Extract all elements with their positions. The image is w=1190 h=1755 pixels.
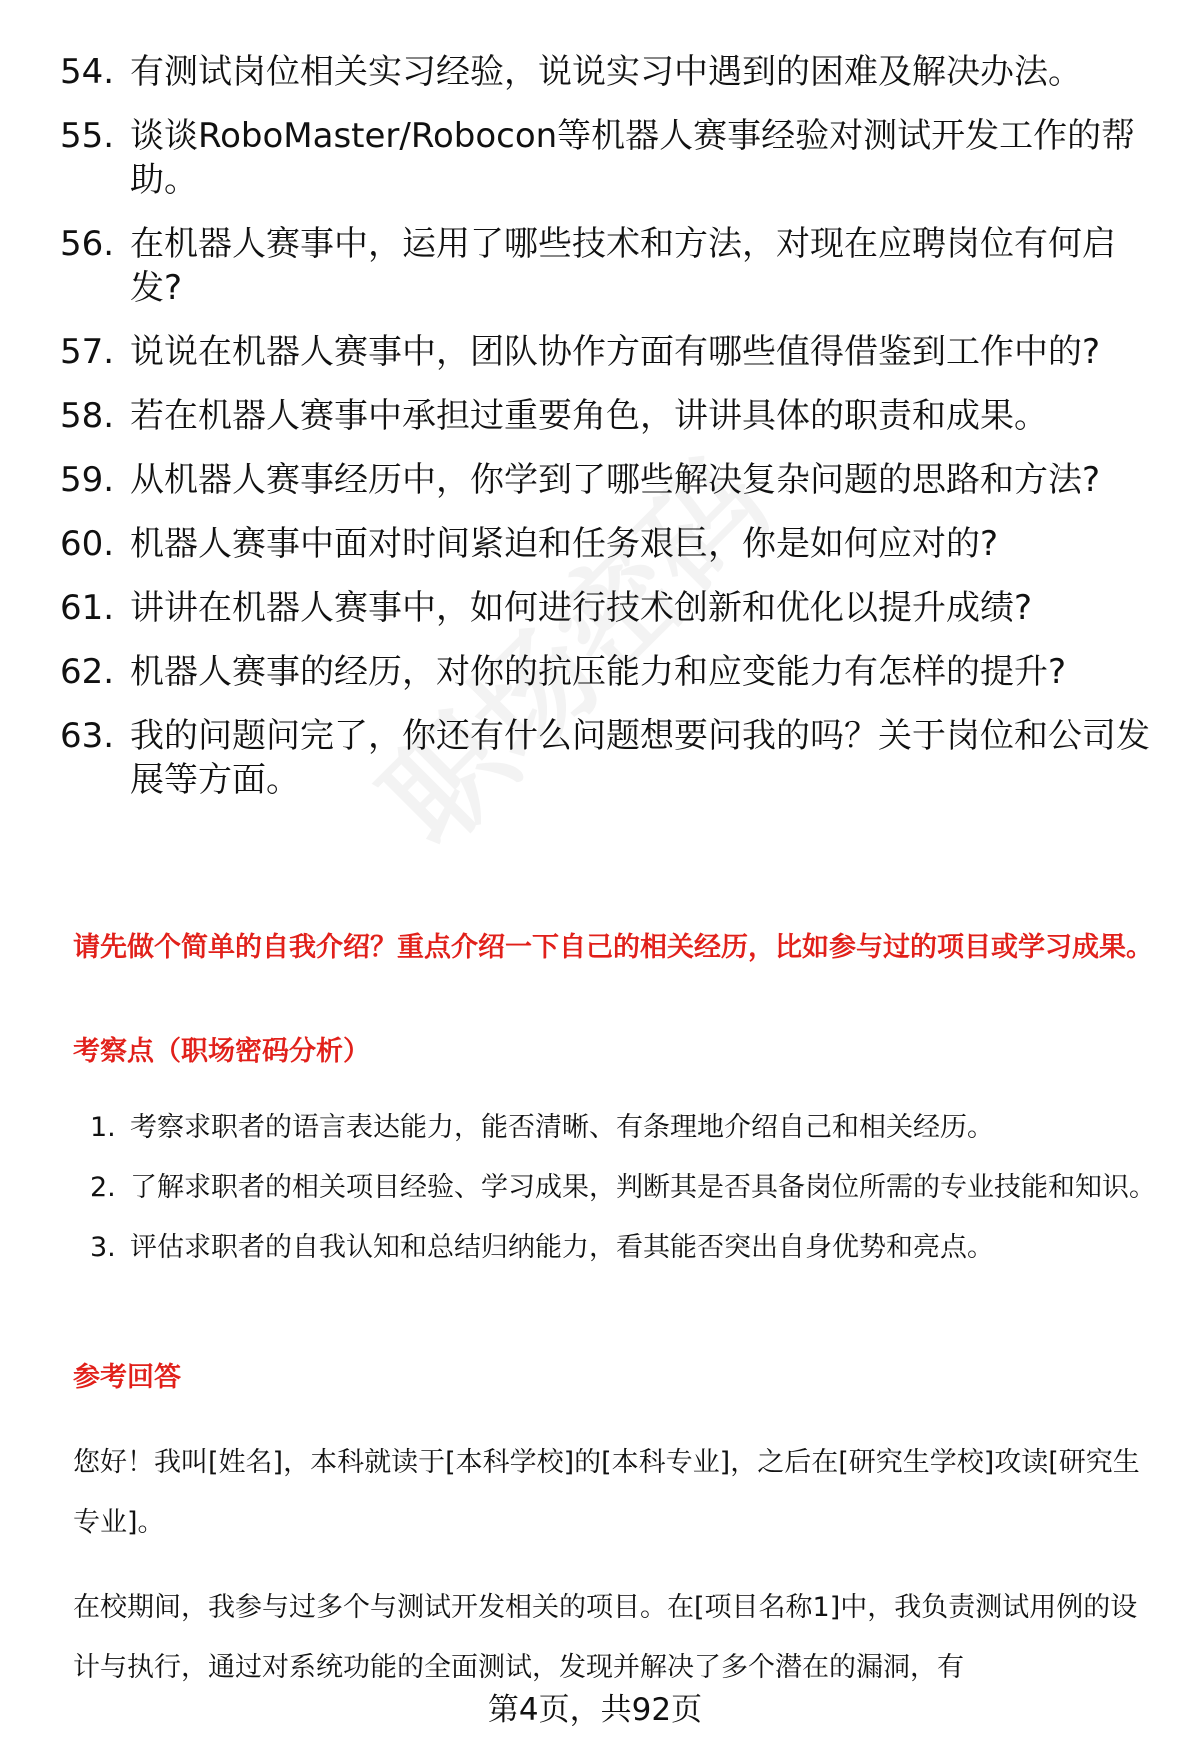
- item-text: 了解求职者的相关项目经验、学习成果，判断其是否具备岗位所需的专业技能和知识。: [130, 1172, 1156, 1203]
- list-item: [90, 1098, 1160, 1158]
- item-text: 有测试岗位相关实习经验，说说实习中遇到的困难及解决办法。: [130, 52, 1082, 92]
- answer-title: 参考回答: [73, 1362, 181, 1393]
- item-text: 若在机器人赛事中承担过重要角色，讲讲具体的职责和成果。: [130, 396, 1048, 436]
- question-list: [60, 50, 1160, 822]
- item-number: 1.: [90, 1112, 116, 1143]
- item-text: 机器人赛事的经历，对你的抗压能力和应变能力有怎样的提升?: [130, 652, 1067, 692]
- item-text: 从机器人赛事经历中，你学到了哪些解决复杂问题的思路和方法?: [130, 460, 1101, 500]
- item-number: 56.: [60, 224, 115, 264]
- list-item: [60, 50, 1160, 94]
- list-item: [60, 394, 1160, 438]
- item-number: 61.: [60, 588, 115, 628]
- list-item: [60, 458, 1160, 502]
- item-text: 考察求职者的语言表达能力，能否清晰、有条理地介绍自己和相关经历。: [130, 1112, 994, 1143]
- page-number: 第4页，共92页: [487, 1692, 703, 1728]
- list-item: [60, 714, 1160, 802]
- item-number: 57.: [60, 332, 115, 372]
- section-question-heading: 请先做个简单的自我介绍？重点介绍一下自己的相关经历，比如参与过的项目或学习成果。: [73, 932, 1153, 963]
- item-number: 59.: [60, 460, 115, 500]
- analysis-list: [90, 1098, 1160, 1278]
- list-item: [90, 1218, 1160, 1278]
- analysis-title: 考察点（职场密码分析）: [73, 1036, 370, 1067]
- item-number: 63.: [60, 716, 115, 756]
- list-item: [60, 330, 1160, 374]
- item-text: 评估求职者的自我认知和总结归纳能力，看其能否突出自身优势和亮点。: [130, 1232, 994, 1263]
- list-item: [60, 222, 1160, 310]
- item-text: 说说在机器人赛事中，团队协作方面有哪些值得借鉴到工作中的?: [130, 332, 1101, 372]
- list-item: [60, 114, 1160, 202]
- item-number: 62.: [60, 652, 115, 692]
- item-text: 讲讲在机器人赛事中，如何进行技术创新和优化以提升成绩?: [130, 588, 1033, 628]
- answer-paragraph: 在校期间，我参与过多个与测试开发相关的项目。在[项目名称1]中，我负责测试用例的设计与执行，通过对系统功能的全面测试，发现并解决了多个潜在的漏洞，有: [73, 1592, 1138, 1683]
- item-number: 55.: [60, 116, 115, 156]
- item-number: 3.: [90, 1232, 116, 1263]
- item-text: 在机器人赛事中，运用了哪些技术和方法，对现在应聘岗位有何启发?: [130, 224, 1116, 308]
- list-item: [60, 522, 1160, 566]
- item-number: 60.: [60, 524, 115, 564]
- list-item: [90, 1158, 1160, 1218]
- list-item: [60, 586, 1160, 630]
- item-text: 谈谈RoboMaster/Robocon等机器人赛事经验对测试开发工作的帮助。: [130, 116, 1136, 200]
- item-text: 机器人赛事中面对时间紧迫和任务艰巨，你是如何应对的?: [130, 524, 999, 564]
- item-text: 我的问题问完了，你还有什么问题想要问我的吗？关于岗位和公司发展等方面。: [130, 716, 1150, 800]
- answer-paragraph: 您好！我叫[姓名]，本科就读于[本科学校]的[本科专业]，之后在[研究生学校]攻读[研究生专业]。: [73, 1447, 1140, 1538]
- item-number: 54.: [60, 52, 115, 92]
- item-number: 58.: [60, 396, 115, 436]
- item-number: 2.: [90, 1172, 116, 1203]
- list-item: [60, 650, 1160, 694]
